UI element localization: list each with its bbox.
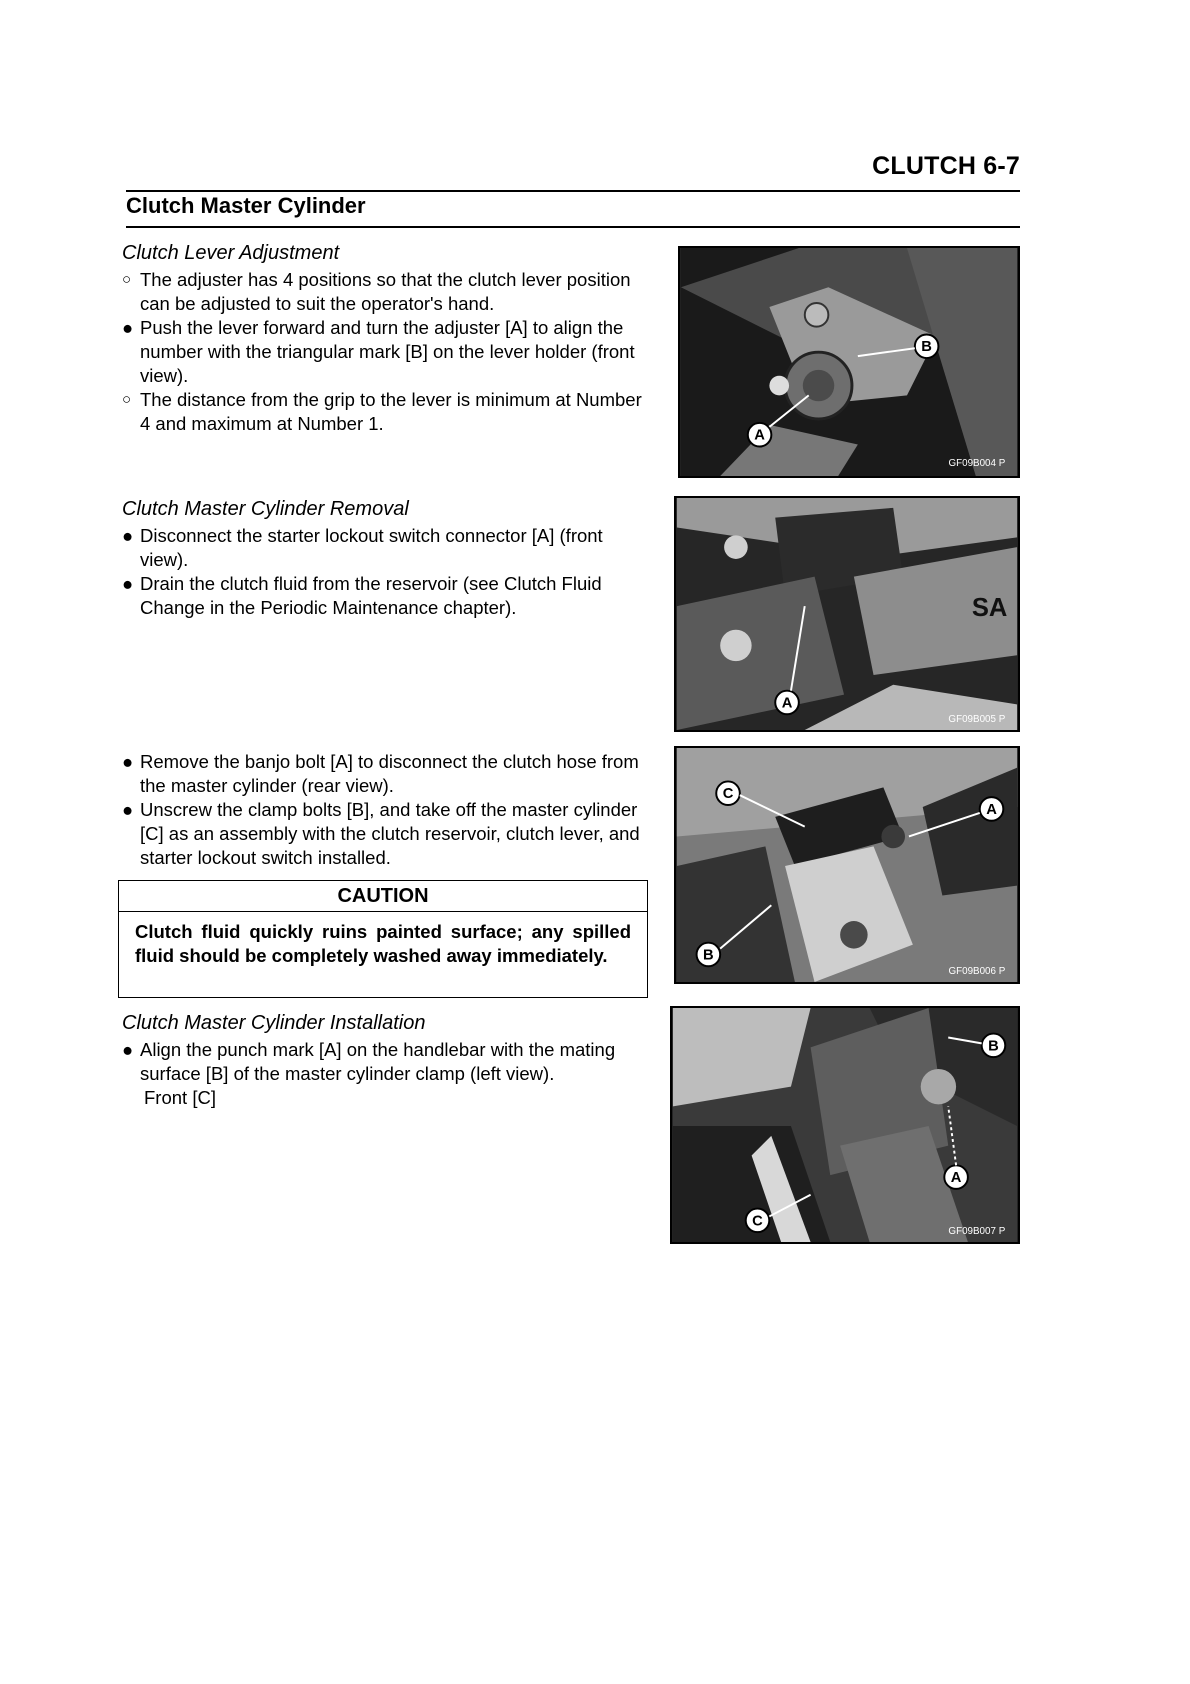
bullet-icon: ● (122, 525, 134, 546)
subheading: Clutch Master Cylinder Removal (122, 498, 409, 520)
caution-title: CAUTION (119, 881, 647, 912)
photo-lever-adjustment (678, 246, 1020, 478)
list-item (122, 268, 652, 316)
header-rule (126, 190, 1020, 192)
installation-section (122, 1010, 652, 1110)
photo-switch-connector (674, 496, 1020, 732)
sub-step-icon: ○ (122, 391, 132, 408)
photo-code: GF09B007 P (948, 1226, 1006, 1238)
item-text: Push the lever forward and turn the adjuster [A] to align the number with the triangular mark [B] on the lever holder (front view). (140, 317, 635, 386)
callout-label-b: B (703, 947, 714, 964)
callout-label-a: A (781, 695, 793, 712)
callout-label-c: C (722, 786, 734, 803)
photo-code: GF09B004 P (948, 458, 1006, 470)
list-item (122, 1038, 652, 1086)
front-note: Front [C] (144, 1087, 216, 1108)
callout-label-a: A (950, 1170, 962, 1187)
item-text: The distance from the grip to the lever is minimum at Number 4 and maximum at Number 1. (140, 389, 642, 434)
photo-code: GF09B006 P (948, 966, 1006, 978)
subheading: Clutch Lever Adjustment (122, 242, 340, 264)
photo-image (680, 248, 1018, 476)
list-item (122, 572, 652, 620)
list-item (122, 750, 652, 798)
callout-label-a: A (754, 427, 765, 444)
adjustment-section (122, 240, 652, 436)
section-title: Clutch Master Cylinder (126, 193, 366, 218)
callout-label-b: B (921, 339, 932, 356)
removal-continued (122, 750, 652, 870)
list-item (122, 316, 652, 388)
photo-image (672, 1008, 1018, 1242)
section-rule (126, 226, 1020, 228)
photo-image (676, 498, 1018, 730)
photo-image (676, 748, 1018, 982)
item-text: Remove the banjo bolt [A] to disconnect the clutch hose from the master cylinder (rear view). (140, 751, 639, 796)
svg-text:SA: SA (971, 593, 1008, 622)
sub-step-icon: ○ (122, 271, 132, 288)
bullet-icon: ● (122, 317, 134, 338)
caution-box (118, 880, 648, 998)
callout-label-a: A (986, 801, 997, 818)
item-text: Drain the clutch fluid from the reservoir (see Clutch Fluid Change in the Periodic Maintenance chapter). (140, 573, 602, 618)
removal-section (122, 496, 652, 620)
subheading: Clutch Master Cylinder Installation (122, 1012, 426, 1034)
bullet-icon: ● (122, 751, 134, 772)
item-text: The adjuster has 4 positions so that the clutch lever position can be adjusted to suit the operator's hand. (140, 269, 631, 314)
callout-label-c: C (752, 1213, 763, 1230)
bullet-icon: ● (122, 799, 134, 820)
callout-label-b: B (988, 1038, 999, 1055)
bullet-icon: ● (122, 1039, 134, 1060)
item-text: Align the punch mark [A] on the handlebar with the mating surface [B] of the master cylinder clamp (left view). (140, 1039, 616, 1084)
photo-code: GF09B005 P (948, 714, 1006, 726)
item-text: Disconnect the starter lockout switch connector [A] (front view). (140, 525, 603, 570)
caution-text: Clutch fluid quickly ruins painted surface; any spilled fluid should be completely washed away immediately. (135, 921, 631, 966)
list-item (122, 798, 652, 870)
chapter-title: CLUTCH 6-7 (872, 152, 1020, 180)
list-item (122, 524, 652, 572)
page-header (126, 152, 1020, 192)
photo-punch-mark (670, 1006, 1020, 1244)
bullet-icon: ● (122, 573, 134, 594)
list-item (122, 388, 652, 436)
photo-banjo-bolt (674, 746, 1020, 984)
item-text: Unscrew the clamp bolts [B], and take off the master cylinder [C] as an assembly with the clutch reservoir, clutch lever, and starter lockout switch installed. (140, 799, 640, 868)
